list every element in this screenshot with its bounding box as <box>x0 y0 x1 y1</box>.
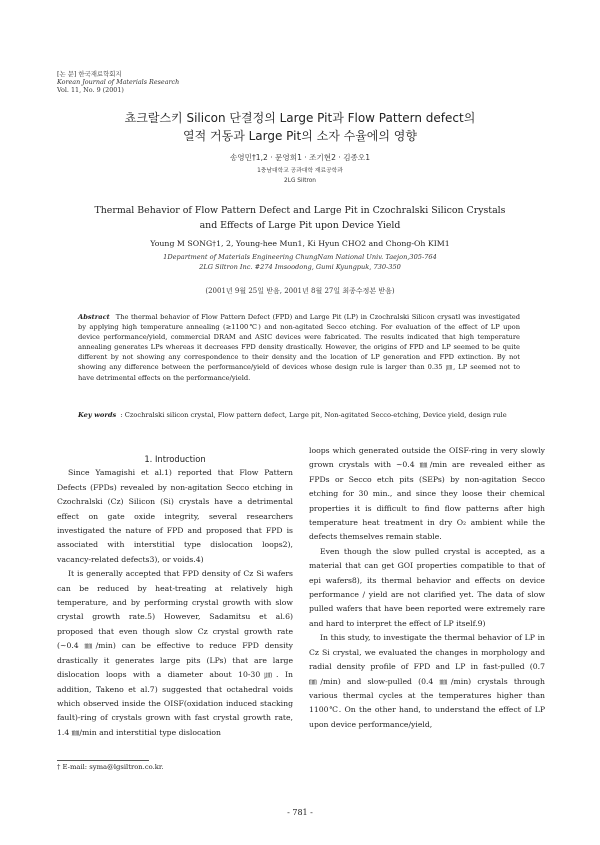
keywords-text: : Czochralski silicon crystal, Flow pattern defect, Large pit, Non-agitated Secco-etching, Device yield, design rule <box>120 411 507 419</box>
section-heading: 1. Introduction <box>144 454 206 464</box>
korean-title-line-1: 쵸크랄스키 Silicon 단결정의 Large Pit과 Flow Pattern defect의 <box>124 111 476 125</box>
korean-authors: 송영민†1,2 · 문영희1 · 조기현2 · 김종오1 <box>229 153 371 162</box>
journal-header <box>57 70 179 94</box>
english-title-line-2: and Effects of Large Pit upon Device Yield <box>199 220 401 231</box>
abstract <box>78 312 520 383</box>
abstract-text: The thermal behavior of Flow Pattern Defect (FPD) and Large Pit (LP) in Czochralski Silicon crysatl was investigated by applying high temperature annealing (≥1100℃) and non-agitated Secco etching. For evaluation of the effect of LP upon device performance/yield, commercial DRAM and ASIC devices were fabricated. The results indicated that high temperature annealing generates LPs whereas it decreases FPD density drastically. However, the origins of FPD and LP seemed to be quite different by not showing any correspondence to their density and the location of LP generation and FPD extinction. By not showing any difference between the performance/yield of devices whose design rule is larger than 0.35 ㎛, LP seemed not to have detrimental effects on the performance/yield. <box>78 313 520 382</box>
keywords <box>78 410 520 421</box>
journal-korean-name: [논 문] 한국재료학회지 <box>57 70 122 78</box>
left-column <box>57 452 293 740</box>
keywords-label: Key words <box>78 411 117 419</box>
right-paragraph-3: In this study, to investigate the thermal behavior of LP in Cz Si crystal, we evaluated the changes in morphology and radial density profile of FPD and LP in fast-pulled (0.7 ㎜/min) and slow-pulled (0.4 ㎜/min) crystals through various thermal cycles at the temperatures higher than 1100℃. On the other hand, to understand the effect of LP upon device performance/yield, <box>309 633 545 729</box>
journal-volume: Vol. 11, No. 9 (2001) <box>57 86 124 94</box>
footnote-email: † E-mail: syma@lgsiltron.co.kr. <box>57 763 164 771</box>
received-dates: (2001년 9월 25일 받음, 2001년 8월 27일 최종수정본 받음) <box>205 287 395 295</box>
english-title-line-1: Thermal Behavior of Flow Pattern Defect and Large Pit in Czochralski Silicon Crystals <box>94 205 506 216</box>
right-paragraph-1: loops which generated outside the OISF-ring in very slowly grown crystals with ~0.4 ㎜/min are revealed either as FPDs or Secco etch pits (SEPs) by non-agitation Secco etching for 30 min., and since they loose their chemical properties it is difficult to find flow patterns after high temperature heat treatment in dry O₂ ambient while the defects themselves remain stable. <box>309 446 545 542</box>
english-authors: Young M SONG†1, 2, Young-hee Mun1, Ki Hyun CHO2 and Chong-Oh KIM1 <box>150 239 450 248</box>
english-affiliation-2: 2LG Siltron Inc. #274 Imsoodong, Gumi Kyungpuk, 730-350 <box>199 263 401 271</box>
left-paragraph-2: It is generally accepted that FPD density of Cz Si wafers can be reduced by heat-treating at relatively high temperature, and by performing crystal growth with slow crystal growth rate.5) However, Sadamitsu et al.6) proposed that even though slow Cz crystal growth rate (~0.4 ㎜/min) can be effective to reduce FPD density drastically it generates large pits (LPs) that are large dislocation loops with a diameter about 10-30㎛. In addition, Takeno et al.7) suggested that octahedral voids which observed inside the OISF(oxidation induced stacking fault)-ring of crystals grown with fast crystal growth rate, 1.4 ㎜/min and interstitial type dislocation <box>57 569 293 737</box>
footnote-rule <box>57 760 149 761</box>
left-paragraph-1: Since Yamagishi et al.1) reported that Flow Pattern Defects (FPDs) revealed by non-agitation Secco etching in Czochralski (Cz) Silicon (Si) crystals have a detrimental effect on gate oxide integrity, several researchers investigated the nature of FPD and proposed that FPD is associated with interstitial type dislocation loops2), vacancy-related defects3), or voids.4) <box>57 468 293 564</box>
korean-affiliation-1: 1충남대학교 공과대학 재료공학과 <box>257 168 343 174</box>
right-column <box>309 444 545 732</box>
right-paragraph-2: Even though the slow pulled crystal is accepted, as a material that can get GOI properties compatible to that of epi wafers8), its thermal behavior and effects on device performance / yield are not clarified yet. The data of slow pulled wafers that have been reported were extremely rare and hard to interpret the effect of LP itself.9) <box>309 546 545 628</box>
page-number: - 781 - <box>287 808 313 817</box>
english-affiliation-1: 1Department of Materials Engineering ChungNam National Univ. Taejon,305-764 <box>163 253 437 261</box>
korean-affiliation-2: 2LG Siltron <box>284 178 316 184</box>
journal-english-name: Korean Journal of Materials Research <box>57 78 180 86</box>
abstract-label: Abstract <box>78 313 110 321</box>
korean-title-line-2: 열적 거동과 Large Pit의 소자 수율에의 영향 <box>183 129 417 143</box>
